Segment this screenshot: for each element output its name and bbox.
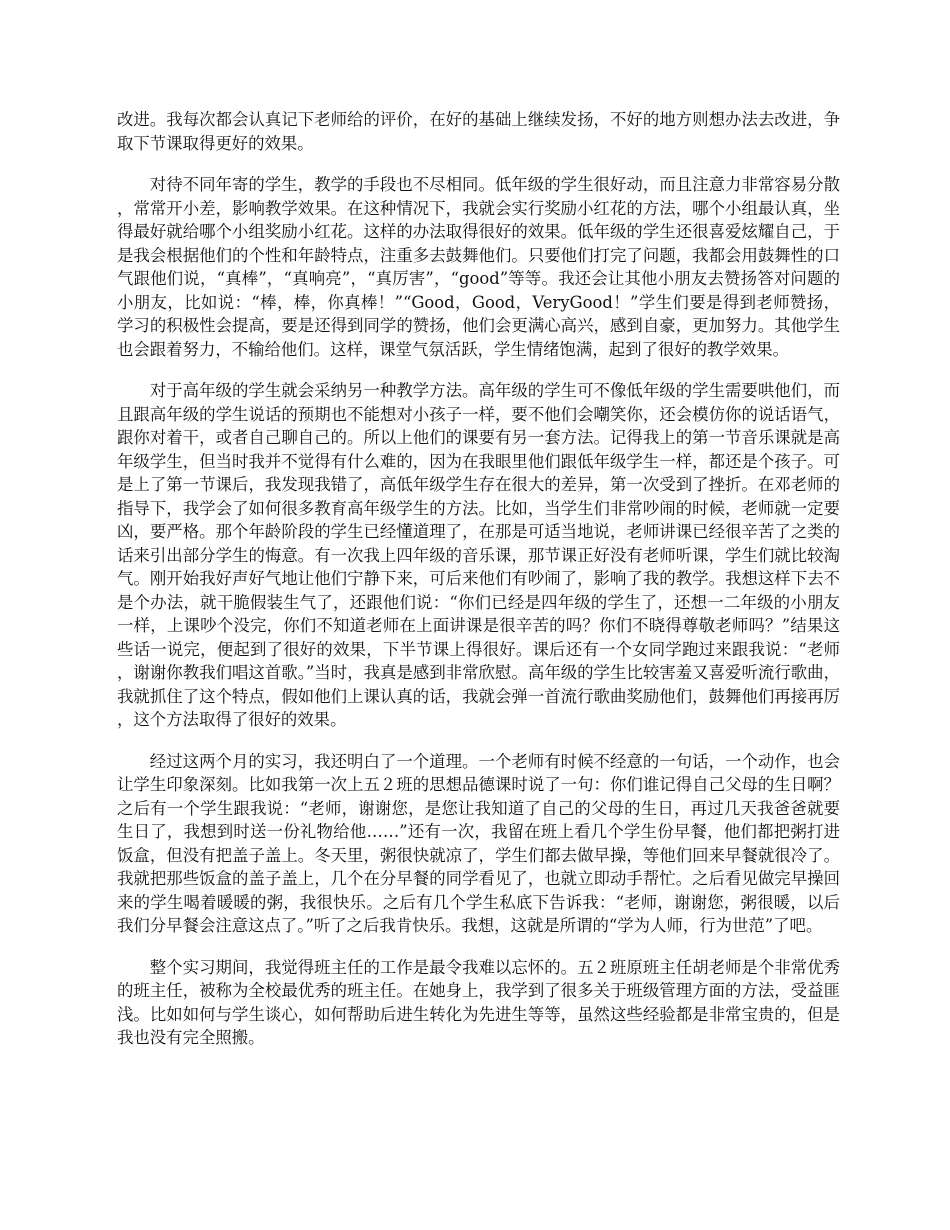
paragraph-1: 改进。我每次都会认真记下老师给的评价，在好的基础上继续发扬，不好的地方则想办法去改进，争取下节课取得更好的效果。: [117, 110, 840, 153]
document-body: [117, 108, 840, 1068]
paragraph-4: 经过这两个月的实习，我还明白了一个道理。一个老师有时候不经意的一句话，一个动作，也会让学生印象深刻。比如我第一次上五２班的思想品德课时说了一句：你们谁记得自己父母的生日啊？之后有一个学生跟我说：“老师，谢谢您，是您让我知道了自己的父母的生日，再过几天我爸爸就要生日了，我想到时送一份礼物给他……”还有一次，我留在班上看几个学生份早餐，他们都把粥打进饭盒，但没有把盖子盖上。冬天里，粥很快就凉了，学生们都去做早操，等他们回来早餐就很冷了。我就把那些饭盒的盖子盖上，几个在分早餐的同学看见了，也就立即动手帮忙。之后看见做完早操回来的学生喝着暖暖的粥，我很快乐。之后有几个学生私底下告诉我：“老师，谢谢您，粥很暖，以后我们分早餐会注意这点了。”听了之后我肯快乐。我想，这就是所谓的“学为人师，行为世范”了吧。: [117, 751, 840, 935]
paragraph-2: 对待不同年寄的学生，教学的手段也不尽相同。低年级的学生很好动，而且注意力非常容易分散，常常开小差，影响教学效果。在这种情况下，我就会实行奖励小红花的方法，哪个小组最认真，坐得最好就给哪个小组奖励小红花。这样的办法取得很好的效果。低年级的学生还很喜爱炫耀自己，于是我会根据他们的个性和年龄特点，注重多去鼓舞他们。只要他们打完了问题，我都会用鼓舞性的口气跟他们说，“真棒”，“真响亮”，“真厉害”，“good”等等。我还会让其他小朋友去赞扬答对问题的小朋友，比如说：“棒，棒，你真棒！”“Good，Good，VeryGood！”学生们要是得到老师赞扬，学习的积极性会提高，要是还得到同学的赞扬，他们会更满心高兴，感到自豪，更加努力。其他学生也会跟着努力，不输给他们。这样，课堂气氛活跃，学生情绪饱满，起到了很好的教学效果。: [117, 175, 840, 359]
paragraph-5: 整个实习期间，我觉得班主任的工作是最令我难以忘怀的。五２班原班主任胡老师是个非常优秀的班主任，被称为全校最优秀的班主任。在她身上，我学到了很多关于班级管理方面的方法，受益匪浅。比如如何与学生谈心，如何帮助后进生转化为先进生等等，虽然这些经验都是非常宝贵的，但是我也没有完全照搬。: [117, 957, 840, 1047]
paragraph-3: 对于高年级的学生就会采纳另一种教学方法。高年级的学生可不像低年级的学生需要哄他们，而且跟高年级的学生说话的预期也不能想对小孩子一样，要不他们会嘲笑你，还会模仿你的说话语气，跟你对着干，或者自己聊自己的。所以上他们的课要有另一套方法。记得我上的第一节音乐课就是高年级学生，但当时我并不觉得有什么难的，因为在我眼里他们跟低年级学生一样，都还是个孩子。可是上了第一节课后，我发现我错了，高低年级学生存在很大的差异，第一次受到了挫折。在邓老师的指导下，我学会了如何很多教育高年级学生的方法。比如，当学生们非常吵闹的时候，老师就一定要凶，要严格。那个年龄阶段的学生已经懂道理了，在那是可适当地说，老师讲课已经很辛苦了之类的话来引出部分学生的悔意。有一次我上四年级的音乐课，那节课正好没有老师听课，学生们就比较淘气。刚开始我好声好气地让他们宁静下来，可后来他们有吵闹了，影响了我的教学。我想这样下去不是个办法，就干脆假装生气了，还跟他们说：“你们已经是四年级的学生了，还想一二年级的小朋友一样，上课吵个没完，你们不知道老师在上面讲课是很辛苦的吗？你们不晓得尊敬老师吗？”结果这些话一说完，便起到了很好的效果，下半节课上得很好。课后还有一个女同学跑过来跟我说：“老师，谢谢你教我们唱这首歌。”当时，我真是感到非常欣慰。高年级的学生比较害羞又喜爱听流行歌曲，我就抓住了这个特点，假如他们上课认真的话，我就会弹一首流行歌曲奖励他们，鼓舞他们再接再厉，这个方法取得了很好的效果。: [117, 381, 840, 729]
